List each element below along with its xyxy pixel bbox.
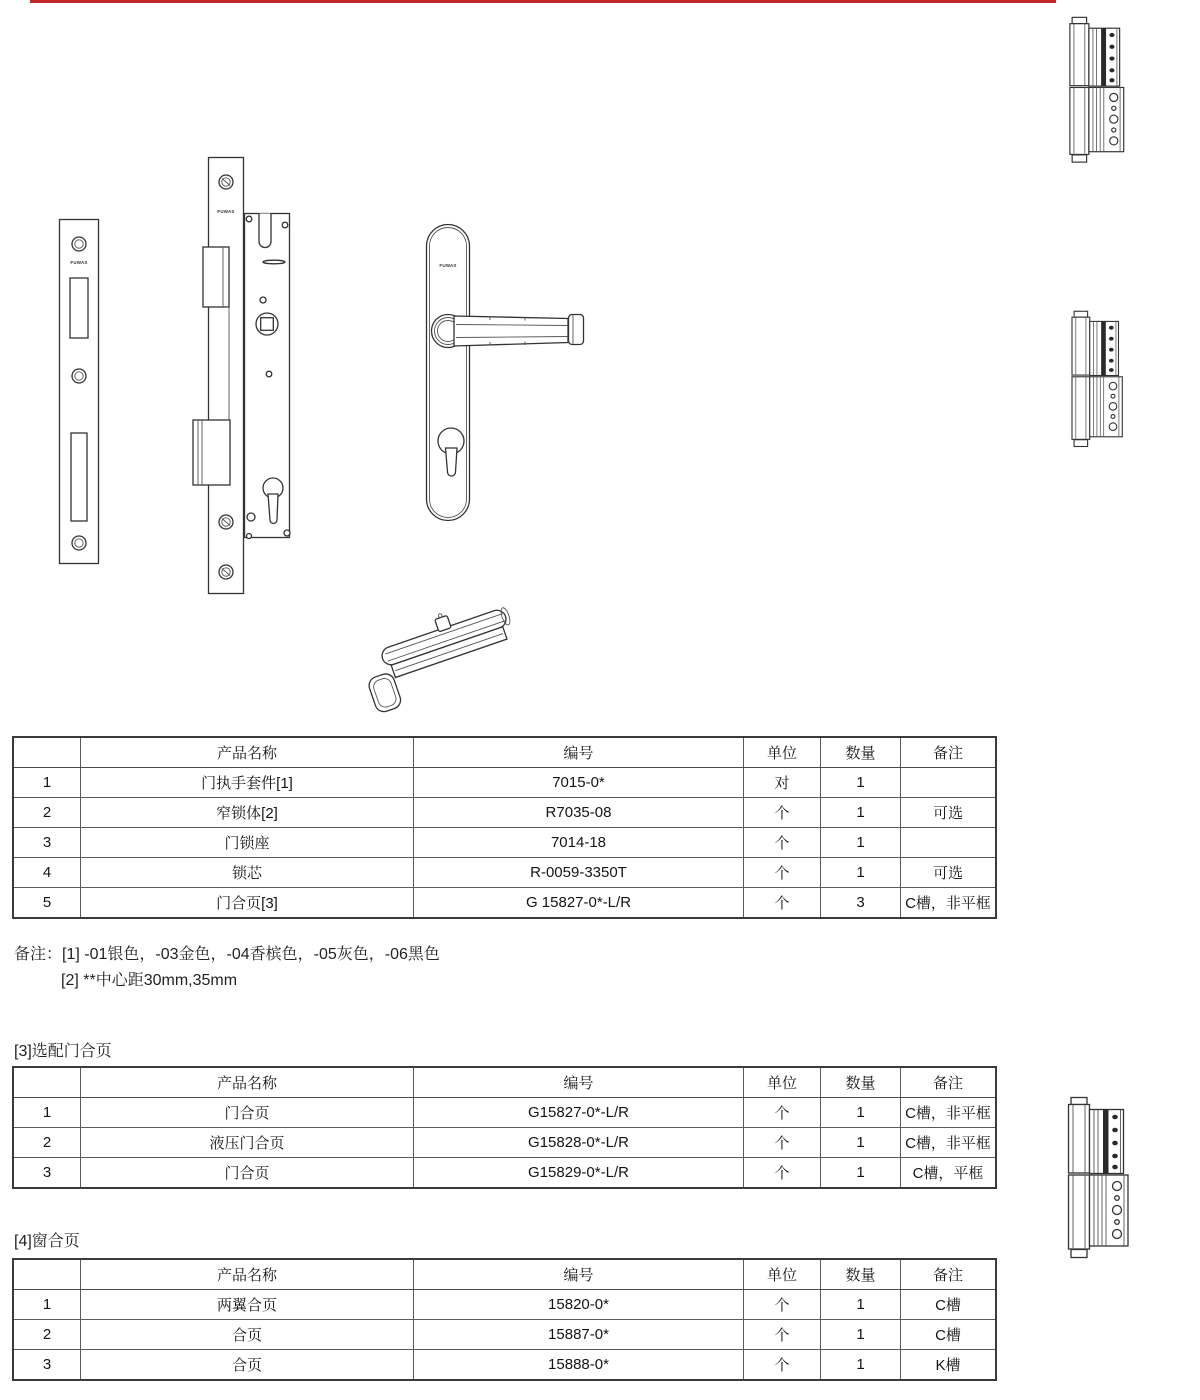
cell: 4 [13,858,81,888]
header-cell: 产品名称 [81,1259,414,1290]
table-row [13,1158,996,1189]
cell: 7014-18 [414,828,744,858]
door-hinges-table [12,1066,997,1189]
cell: 个 [744,1320,821,1350]
window-hinges-table [12,1258,997,1381]
hinge-drawing-bottom [1066,1096,1142,1264]
cell [901,828,997,858]
cell: 1 [13,768,81,798]
cell: G15829-0*-L/R [414,1158,744,1189]
header-cell: 产品名称 [81,737,414,768]
header-cell: 单位 [744,737,821,768]
cell: 合页 [81,1350,414,1381]
cell: 1 [821,1320,901,1350]
section-heading-window-hinges: [4]窗合页 [14,1233,80,1250]
strike-plate-drawing [58,218,102,566]
main-parts-table [12,736,997,919]
header-cell: 数量 [821,1067,901,1098]
cell: C槽，平框 [901,1158,997,1189]
table-row [13,1098,996,1128]
cell: 1 [821,1158,901,1189]
cell [901,768,997,798]
cell: 1 [821,1290,901,1320]
cell: C槽，非平框 [901,1098,997,1128]
header-cell: 单位 [744,1067,821,1098]
header-cell: 备注 [901,1259,997,1290]
cell: 1 [821,858,901,888]
header-cell: 备注 [901,1067,997,1098]
cell: 个 [744,1290,821,1320]
table-row [13,1350,996,1381]
table-header-row [13,1067,996,1098]
header-cell: 编号 [414,737,744,768]
cell: C槽，非平框 [901,1128,997,1158]
cell: 1 [821,1350,901,1381]
header-cell [13,737,81,768]
cell: 1 [821,768,901,798]
cell: 个 [744,828,821,858]
lock-body-drawing [192,155,294,597]
table-row [13,858,996,888]
cell: 个 [744,1350,821,1381]
cell: 3 [13,828,81,858]
notes [14,942,440,994]
header-cell: 备注 [901,737,997,768]
note-line-2: [2] **中心距30mm,35mm [61,972,238,989]
table-header-row [13,737,996,768]
hinge-drawing-middle [1066,310,1138,452]
cell: G15828-0*-L/R [414,1128,744,1158]
header-cell: 编号 [414,1067,744,1098]
brand-logo-text: FUWAS [70,260,88,265]
table-row [13,1320,996,1350]
cell: 对 [744,768,821,798]
cell: 锁芯 [81,858,414,888]
note-label: 备注： [14,946,63,963]
cell: 2 [13,1128,81,1158]
section-heading-door-hinges: [3]选配门合页 [14,1043,112,1060]
cell: 15888-0* [414,1350,744,1381]
cell: 1 [821,1098,901,1128]
cell: C槽，非平框 [901,888,997,919]
cell: 门合页 [81,1158,414,1189]
cell: C槽 [901,1290,997,1320]
cell: G 15827-0*-L/R [414,888,744,919]
note-line-1 [14,942,440,968]
header-cell: 单位 [744,1259,821,1290]
cell: 可选 [901,798,997,828]
table-row [13,1290,996,1320]
cell: K槽 [901,1350,997,1381]
cell: 5 [13,888,81,919]
cell: 门锁座 [81,828,414,858]
table-header-row [13,1259,996,1290]
header-cell: 数量 [821,1259,901,1290]
cell: 门执手套件[1] [81,768,414,798]
cell: 液压门合页 [81,1128,414,1158]
cell: 个 [744,858,821,888]
table-row [13,828,996,858]
cell: 个 [744,1128,821,1158]
cell: C槽 [901,1320,997,1350]
cell: 2 [13,1320,81,1350]
brand-logo-text: FUWAS [217,209,235,214]
cell: G15827-0*-L/R [414,1098,744,1128]
note-text-1: [1] -01银色，-03金色，-04香槟色，-05灰色，-06黑色 [62,946,440,963]
cell: 个 [744,798,821,828]
cell: 1 [821,828,901,858]
cell: 15887-0* [414,1320,744,1350]
cell: R7035-08 [414,798,744,828]
table-row [13,888,996,919]
cell: 门合页[3] [81,888,414,919]
cell: 7015-0* [414,768,744,798]
cell: R-0059-3350T [414,858,744,888]
header-cell: 产品名称 [81,1067,414,1098]
cell: 3 [13,1158,81,1189]
cell: 窄锁体[2] [81,798,414,828]
handle-drawing [420,220,592,525]
cell: 个 [744,1158,821,1189]
header-cell: 编号 [414,1259,744,1290]
header-cell: 数量 [821,737,901,768]
cell: 2 [13,798,81,828]
cell: 1 [821,798,901,828]
cylinder-drawing [362,592,532,727]
hinge-drawing-top [1066,16,1138,168]
cell: 3 [821,888,901,919]
cell: 3 [13,1350,81,1381]
cell: 门合页 [81,1098,414,1128]
header-cell [13,1259,81,1290]
cell: 15820-0* [414,1290,744,1320]
cell: 1 [13,1290,81,1320]
cell: 1 [13,1098,81,1128]
header-cell [13,1067,81,1098]
table-row [13,1128,996,1158]
top-accent-line [30,0,1056,3]
brand-logo-text: FUWAS [439,263,457,268]
table-row [13,768,996,798]
cell: 个 [744,888,821,919]
table-row [13,798,996,828]
cell: 两翼合页 [81,1290,414,1320]
cell: 合页 [81,1320,414,1350]
cell: 1 [821,1128,901,1158]
cell: 个 [744,1098,821,1128]
cell: 可选 [901,858,997,888]
